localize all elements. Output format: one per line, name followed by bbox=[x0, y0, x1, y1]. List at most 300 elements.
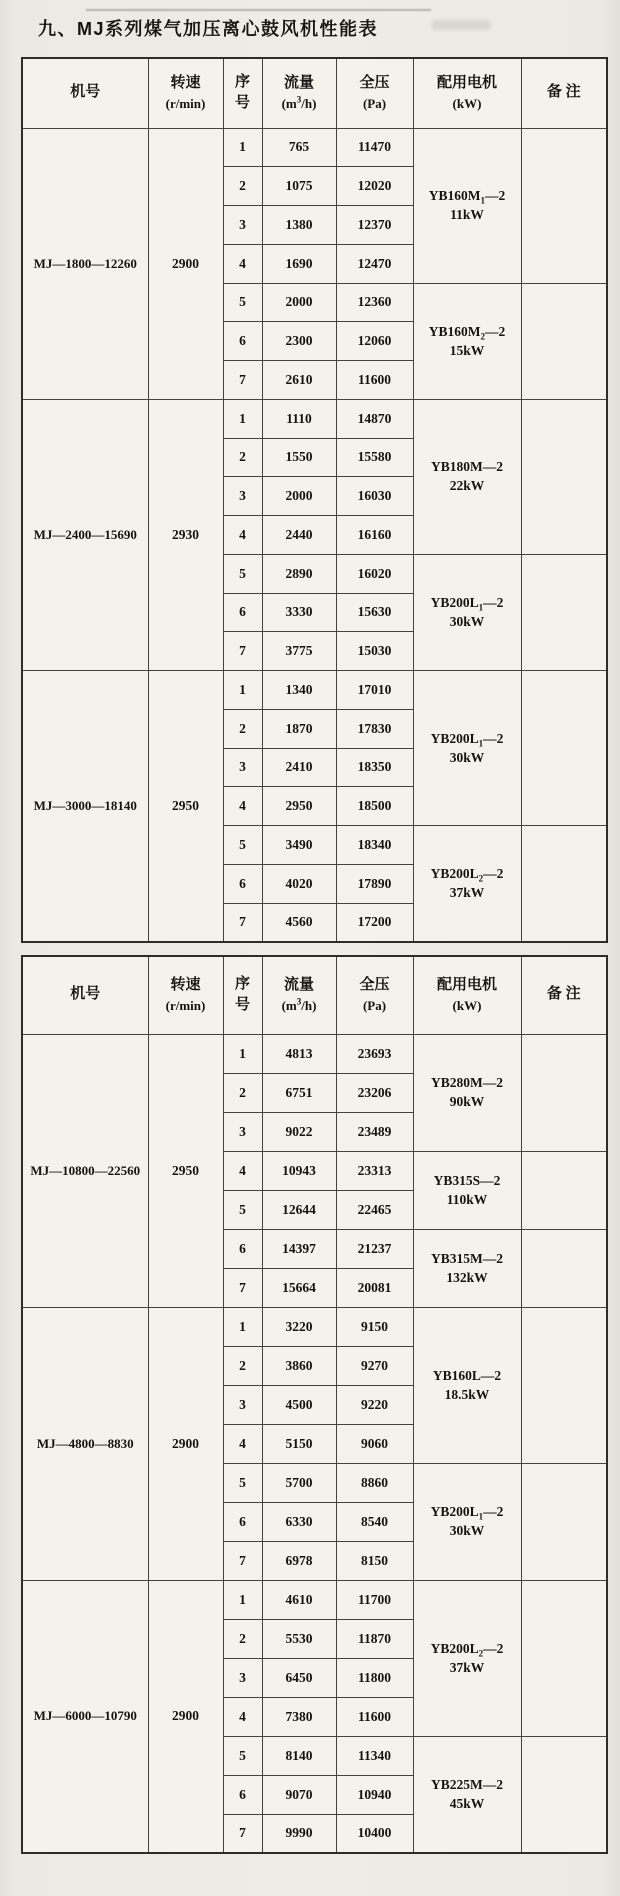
seq-value: 5 bbox=[239, 1474, 246, 1490]
col-header-seq bbox=[223, 956, 262, 1034]
pressure-value: 23489 bbox=[357, 1123, 392, 1139]
pressure-value: 23206 bbox=[357, 1084, 392, 1100]
flow-cell bbox=[262, 1502, 336, 1541]
header-label: 号 bbox=[234, 997, 250, 1014]
seq-value: 7 bbox=[239, 914, 246, 930]
pressure-cell bbox=[336, 1346, 413, 1385]
motor-model bbox=[414, 1173, 521, 1189]
pressure-cell bbox=[336, 206, 413, 245]
flow-value: 4813 bbox=[285, 1045, 313, 1061]
motor-base: YB180M bbox=[431, 459, 483, 475]
seq-value: 4 bbox=[239, 798, 246, 814]
seq-value: 5 bbox=[239, 1747, 246, 1763]
speed-value: 2950 bbox=[172, 1162, 199, 1178]
flow-value: 4020 bbox=[285, 875, 313, 891]
table-row bbox=[22, 671, 607, 710]
seq-cell bbox=[223, 361, 262, 400]
motor-tail: —2 bbox=[482, 1075, 503, 1090]
flow-value: 6978 bbox=[285, 1552, 313, 1568]
header-unit: (kW) bbox=[452, 95, 482, 111]
flow-cell bbox=[262, 709, 336, 748]
flow-cell bbox=[262, 593, 336, 632]
remarks-cell bbox=[521, 1307, 607, 1463]
pressure-cell bbox=[336, 438, 413, 477]
model-cell bbox=[22, 399, 148, 670]
pressure-cell bbox=[336, 632, 413, 671]
pressure-value: 16020 bbox=[357, 565, 392, 581]
pressure-cell bbox=[336, 1658, 413, 1697]
header-label: 序 bbox=[234, 73, 250, 90]
flow-cell bbox=[262, 1112, 336, 1151]
motor-model bbox=[414, 1504, 521, 1520]
header-unit: (r/min) bbox=[165, 997, 206, 1013]
header-label: 序 bbox=[234, 975, 250, 992]
flow-cell bbox=[262, 1151, 336, 1190]
col-header-motor bbox=[413, 58, 521, 128]
motor-subscript: 1 bbox=[478, 1511, 484, 1522]
seq-cell bbox=[223, 1424, 262, 1463]
pressure-cell bbox=[336, 283, 413, 322]
flow-value: 2890 bbox=[285, 565, 313, 581]
header-label: 配用电机 bbox=[436, 976, 497, 993]
header-unit: (Pa) bbox=[362, 997, 387, 1013]
seq-cell bbox=[223, 167, 262, 206]
pressure-cell bbox=[336, 1463, 413, 1502]
motor-power: 45kW bbox=[449, 1795, 485, 1811]
motor-power: 22kW bbox=[449, 478, 485, 494]
table-body bbox=[22, 1034, 607, 1853]
flow-value: 1550 bbox=[285, 449, 313, 465]
flow-value: 1870 bbox=[285, 720, 313, 736]
seq-cell bbox=[223, 1658, 262, 1697]
seq-value: 2 bbox=[239, 1357, 246, 1373]
motor-subscript: 2 bbox=[478, 1648, 484, 1659]
pressure-value: 16030 bbox=[357, 488, 392, 504]
flow-cell bbox=[262, 283, 336, 322]
pressure-cell bbox=[336, 1502, 413, 1541]
motor-cell bbox=[413, 128, 521, 283]
motor-model bbox=[414, 731, 521, 747]
speed-cell bbox=[148, 128, 223, 399]
motor-cell bbox=[413, 1736, 521, 1853]
header-label: 备 注 bbox=[546, 84, 581, 101]
seq-value: 1 bbox=[239, 681, 246, 697]
motor-tail: —2 bbox=[482, 459, 503, 475]
flow-cell bbox=[262, 206, 336, 245]
model-number: MJ—1800—12260 bbox=[33, 255, 137, 271]
motor-cell bbox=[413, 1229, 521, 1307]
motor-power: 30kW bbox=[449, 613, 485, 629]
flow-value: 2000 bbox=[285, 294, 313, 310]
motor-cell bbox=[413, 1151, 521, 1229]
seq-value: 7 bbox=[239, 1279, 246, 1295]
pressure-cell bbox=[336, 826, 413, 865]
seq-cell bbox=[223, 1346, 262, 1385]
pressure-value: 22465 bbox=[357, 1201, 392, 1217]
motor-power: 30kW bbox=[449, 1523, 485, 1538]
seq-value: 3 bbox=[239, 216, 246, 232]
pressure-value: 11700 bbox=[357, 1591, 391, 1607]
performance-table-1 bbox=[21, 57, 608, 943]
seq-cell bbox=[223, 709, 262, 748]
pressure-value: 23693 bbox=[357, 1045, 392, 1061]
flow-cell bbox=[262, 128, 336, 167]
pressure-cell bbox=[336, 787, 413, 826]
seq-cell bbox=[223, 1229, 262, 1268]
flow-cell bbox=[262, 438, 336, 477]
flow-cell bbox=[262, 1190, 336, 1229]
pressure-value: 8150 bbox=[361, 1552, 388, 1568]
model-number: MJ—4800—8830 bbox=[36, 1435, 134, 1451]
motor-model bbox=[414, 188, 521, 204]
table-body bbox=[22, 128, 607, 942]
seq-cell bbox=[223, 1151, 262, 1190]
pressure-cell bbox=[336, 864, 413, 903]
pressure-value: 9060 bbox=[361, 1435, 388, 1451]
motor-model bbox=[414, 595, 521, 611]
header-label: 转速 bbox=[170, 74, 201, 91]
header-label: 全压 bbox=[359, 74, 390, 91]
seq-value: 2 bbox=[239, 1630, 246, 1646]
scan-artifact-line bbox=[86, 9, 431, 11]
header-label: 转速 bbox=[170, 976, 201, 993]
seq-cell bbox=[223, 671, 262, 710]
table-row bbox=[22, 1034, 607, 1073]
motor-cell bbox=[413, 1307, 521, 1463]
seq-value: 3 bbox=[239, 1123, 246, 1139]
motor-power: 18.5kW bbox=[444, 1386, 490, 1402]
flow-cell bbox=[262, 361, 336, 400]
seq-cell bbox=[223, 1463, 262, 1502]
pressure-value: 15580 bbox=[357, 449, 392, 465]
flow-value: 1110 bbox=[286, 410, 312, 426]
pressure-value: 11470 bbox=[357, 139, 391, 155]
remarks-cell bbox=[521, 826, 607, 942]
header-label: 备 注 bbox=[546, 986, 581, 1003]
seq-value: 3 bbox=[239, 1669, 246, 1685]
motor-model bbox=[414, 1075, 521, 1091]
pressure-value: 8860 bbox=[361, 1474, 388, 1490]
pressure-cell bbox=[336, 1268, 413, 1307]
seq-cell bbox=[223, 787, 262, 826]
motor-base: YB200L bbox=[430, 1504, 479, 1519]
pressure-value: 16160 bbox=[357, 526, 392, 542]
col-header-remarks bbox=[521, 58, 607, 128]
flow-value: 3220 bbox=[285, 1318, 313, 1334]
flow-value: 1340 bbox=[285, 681, 313, 697]
motor-power: 30kW bbox=[449, 749, 485, 765]
seq-value: 4 bbox=[239, 1162, 246, 1178]
flow-value: 2000 bbox=[285, 488, 313, 504]
seq-value: 7 bbox=[239, 1825, 246, 1841]
seq-value: 7 bbox=[239, 1552, 246, 1568]
motor-model bbox=[414, 1641, 521, 1657]
flow-cell bbox=[262, 826, 336, 865]
seq-value: 6 bbox=[239, 1513, 246, 1529]
header-label: 号 bbox=[234, 95, 250, 112]
flow-value: 9070 bbox=[285, 1786, 313, 1802]
col-header-model bbox=[22, 58, 148, 128]
pressure-value: 12470 bbox=[357, 255, 392, 271]
flow-value: 6751 bbox=[285, 1084, 313, 1100]
speed-value: 2900 bbox=[172, 255, 199, 271]
motor-tail: —2 bbox=[482, 1250, 503, 1266]
table-row bbox=[22, 1307, 607, 1346]
remarks-cell bbox=[521, 1034, 607, 1151]
flow-value: 8140 bbox=[285, 1747, 313, 1763]
flow-value: 5150 bbox=[285, 1435, 313, 1451]
motor-base: YB200L bbox=[430, 865, 479, 881]
flow-value: 9022 bbox=[285, 1123, 313, 1139]
seq-value: 5 bbox=[239, 1201, 246, 1217]
flow-value: 3860 bbox=[285, 1357, 313, 1373]
col-header-motor bbox=[413, 956, 521, 1034]
model-cell bbox=[22, 671, 148, 942]
flow-value: 10943 bbox=[282, 1162, 316, 1178]
seq-cell bbox=[223, 748, 262, 787]
motor-tail: —2 bbox=[483, 865, 504, 881]
remarks-cell bbox=[521, 1580, 607, 1736]
speed-value: 2900 bbox=[172, 1435, 199, 1451]
pressure-value: 18350 bbox=[357, 759, 392, 775]
page-title: 九、MJ系列煤气加压离心鼓风机性能表 bbox=[38, 19, 379, 39]
seq-cell bbox=[223, 1385, 262, 1424]
flow-cell bbox=[262, 322, 336, 361]
motor-base: YB280M bbox=[431, 1075, 483, 1090]
seq-cell bbox=[223, 903, 262, 942]
flow-cell bbox=[262, 671, 336, 710]
pressure-cell bbox=[336, 1073, 413, 1112]
seq-cell bbox=[223, 1268, 262, 1307]
seq-value: 4 bbox=[239, 255, 246, 271]
remarks-cell bbox=[521, 671, 607, 826]
pressure-cell bbox=[336, 1580, 413, 1619]
motor-tail: —2 bbox=[480, 1172, 501, 1188]
pressure-value: 17890 bbox=[357, 875, 392, 891]
pressure-cell bbox=[336, 1775, 413, 1814]
seq-cell bbox=[223, 283, 262, 322]
seq-cell bbox=[223, 399, 262, 438]
motor-cell bbox=[413, 1580, 521, 1736]
pressure-value: 12060 bbox=[357, 333, 392, 349]
model-number: MJ—6000—10790 bbox=[33, 1708, 137, 1724]
seq-value: 2 bbox=[239, 178, 246, 194]
flow-cell bbox=[262, 1658, 336, 1697]
pressure-cell bbox=[336, 1190, 413, 1229]
unit-post: /h) bbox=[301, 95, 317, 111]
motor-model bbox=[414, 1777, 521, 1793]
speed-cell bbox=[148, 671, 223, 942]
speed-cell bbox=[148, 1034, 223, 1307]
flow-value: 3775 bbox=[285, 643, 313, 659]
col-header-pressure bbox=[336, 58, 413, 128]
pressure-value: 8540 bbox=[361, 1513, 388, 1529]
motor-cell bbox=[413, 826, 521, 942]
flow-cell bbox=[262, 1541, 336, 1580]
pressure-cell bbox=[336, 1307, 413, 1346]
flow-cell bbox=[262, 1814, 336, 1853]
header-label: 机号 bbox=[70, 84, 101, 101]
seq-cell bbox=[223, 206, 262, 245]
seq-value: 6 bbox=[239, 1786, 246, 1802]
unit-pre: (m bbox=[281, 997, 297, 1013]
table-header bbox=[22, 956, 607, 1034]
motor-power: 11kW bbox=[450, 207, 484, 222]
pressure-value: 9150 bbox=[361, 1318, 388, 1334]
motor-power: 15kW bbox=[449, 342, 485, 358]
remarks-cell bbox=[521, 1151, 607, 1229]
pressure-cell bbox=[336, 1736, 413, 1775]
flow-value: 2440 bbox=[285, 526, 313, 542]
pressure-cell bbox=[336, 399, 413, 438]
pressure-cell bbox=[336, 903, 413, 942]
flow-cell bbox=[262, 1580, 336, 1619]
seq-cell bbox=[223, 1775, 262, 1814]
flow-cell bbox=[262, 1229, 336, 1268]
seq-value: 5 bbox=[239, 836, 246, 852]
motor-power: 132kW bbox=[446, 1269, 488, 1285]
pressure-cell bbox=[336, 593, 413, 632]
flow-value: 3330 bbox=[285, 604, 313, 620]
remarks-cell bbox=[521, 128, 607, 283]
pressure-value: 12370 bbox=[357, 216, 392, 232]
pressure-value: 18500 bbox=[357, 798, 392, 814]
flow-cell bbox=[262, 244, 336, 283]
motor-tail: —2 bbox=[480, 1367, 502, 1383]
model-cell bbox=[22, 1580, 148, 1853]
pressure-cell bbox=[336, 709, 413, 748]
flow-cell bbox=[262, 1034, 336, 1073]
pressure-cell bbox=[336, 1814, 413, 1853]
seq-value: 1 bbox=[239, 410, 246, 426]
flow-value: 1075 bbox=[285, 178, 313, 194]
header-unit: (Pa) bbox=[362, 95, 387, 111]
col-header-flow bbox=[262, 58, 336, 128]
pressure-cell bbox=[336, 1385, 413, 1424]
seq-cell bbox=[223, 1307, 262, 1346]
pressure-cell bbox=[336, 244, 413, 283]
table-header bbox=[22, 58, 607, 128]
header-unit: (kW) bbox=[452, 997, 482, 1013]
flow-value: 1690 bbox=[285, 255, 313, 271]
motor-tail: —2 bbox=[485, 188, 506, 203]
speed-cell bbox=[148, 1307, 223, 1580]
seq-cell bbox=[223, 516, 262, 555]
motor-subscript: 1 bbox=[478, 602, 484, 613]
pressure-cell bbox=[336, 167, 413, 206]
motor-base: YB225M bbox=[431, 1776, 483, 1792]
motor-power: 37kW bbox=[449, 884, 485, 900]
motor-cell bbox=[413, 283, 521, 399]
flow-cell bbox=[262, 903, 336, 942]
seq-value: 5 bbox=[239, 565, 246, 581]
motor-cell bbox=[413, 1034, 521, 1151]
seq-cell bbox=[223, 1736, 262, 1775]
pressure-cell bbox=[336, 128, 413, 167]
seq-cell bbox=[223, 1814, 262, 1853]
speed-value: 2900 bbox=[172, 1708, 199, 1724]
seq-value: 1 bbox=[239, 1045, 246, 1061]
seq-value: 6 bbox=[239, 1240, 246, 1256]
pressure-cell bbox=[336, 361, 413, 400]
motor-model bbox=[414, 1251, 521, 1267]
seq-value: 3 bbox=[239, 488, 246, 504]
unit-sup: 3 bbox=[296, 996, 302, 1007]
remarks-cell bbox=[521, 399, 607, 554]
col-header-model bbox=[22, 956, 148, 1034]
seq-value: 2 bbox=[239, 1084, 246, 1100]
speed-value: 2930 bbox=[172, 526, 199, 542]
motor-tail: —2 bbox=[483, 1640, 504, 1656]
seq-value: 2 bbox=[239, 449, 246, 465]
seq-value: 1 bbox=[239, 1318, 246, 1334]
seq-value: 6 bbox=[239, 333, 246, 349]
flow-cell bbox=[262, 1385, 336, 1424]
pressure-value: 11340 bbox=[357, 1747, 391, 1763]
seq-cell bbox=[223, 244, 262, 283]
pressure-cell bbox=[336, 1697, 413, 1736]
motor-model bbox=[414, 1368, 521, 1384]
header-row bbox=[22, 956, 607, 1034]
motor-base: YB160M bbox=[428, 323, 481, 339]
unit-sup: 3 bbox=[296, 94, 302, 105]
flow-value: 15664 bbox=[282, 1279, 316, 1295]
model-number: MJ—2400—15690 bbox=[33, 526, 137, 542]
seq-value: 7 bbox=[239, 643, 246, 659]
flow-cell bbox=[262, 1736, 336, 1775]
flow-cell bbox=[262, 1463, 336, 1502]
flow-value: 7380 bbox=[285, 1708, 313, 1724]
seq-value: 1 bbox=[239, 139, 246, 155]
remarks-cell bbox=[521, 283, 607, 399]
seq-cell bbox=[223, 554, 262, 593]
pressure-value: 11870 bbox=[357, 1630, 391, 1646]
flow-value: 4560 bbox=[285, 914, 313, 930]
motor-base: YB315M bbox=[431, 1250, 483, 1266]
motor-base: YB160L bbox=[432, 1367, 481, 1383]
flow-cell bbox=[262, 399, 336, 438]
flow-value: 2610 bbox=[285, 371, 313, 387]
seq-value: 7 bbox=[239, 371, 246, 387]
pressure-value: 11600 bbox=[357, 1708, 391, 1724]
seq-cell bbox=[223, 1112, 262, 1151]
seq-cell bbox=[223, 632, 262, 671]
header-row bbox=[22, 58, 607, 128]
pressure-value: 12020 bbox=[357, 178, 392, 194]
seq-cell bbox=[223, 128, 262, 167]
motor-tail: —2 bbox=[483, 730, 504, 746]
seq-value: 4 bbox=[239, 1708, 246, 1724]
seq-value: 5 bbox=[239, 294, 246, 310]
model-number: MJ—10800—22560 bbox=[30, 1162, 141, 1178]
seq-value: 4 bbox=[239, 526, 246, 542]
header-unit: (r/min) bbox=[165, 95, 206, 111]
seq-cell bbox=[223, 438, 262, 477]
model-number: MJ—3000—18140 bbox=[33, 797, 137, 813]
motor-subscript: 2 bbox=[480, 331, 485, 342]
motor-tail: —2 bbox=[482, 1776, 503, 1792]
pressure-value: 17200 bbox=[357, 914, 392, 930]
seq-value: 6 bbox=[239, 875, 246, 891]
seq-cell bbox=[223, 322, 262, 361]
remarks-cell bbox=[521, 1736, 607, 1853]
flow-value: 6330 bbox=[285, 1513, 313, 1529]
header-label: 机号 bbox=[70, 986, 101, 1003]
pressure-cell bbox=[336, 554, 413, 593]
pressure-cell bbox=[336, 1541, 413, 1580]
flow-value: 4500 bbox=[285, 1396, 313, 1412]
table-row bbox=[22, 1580, 607, 1619]
